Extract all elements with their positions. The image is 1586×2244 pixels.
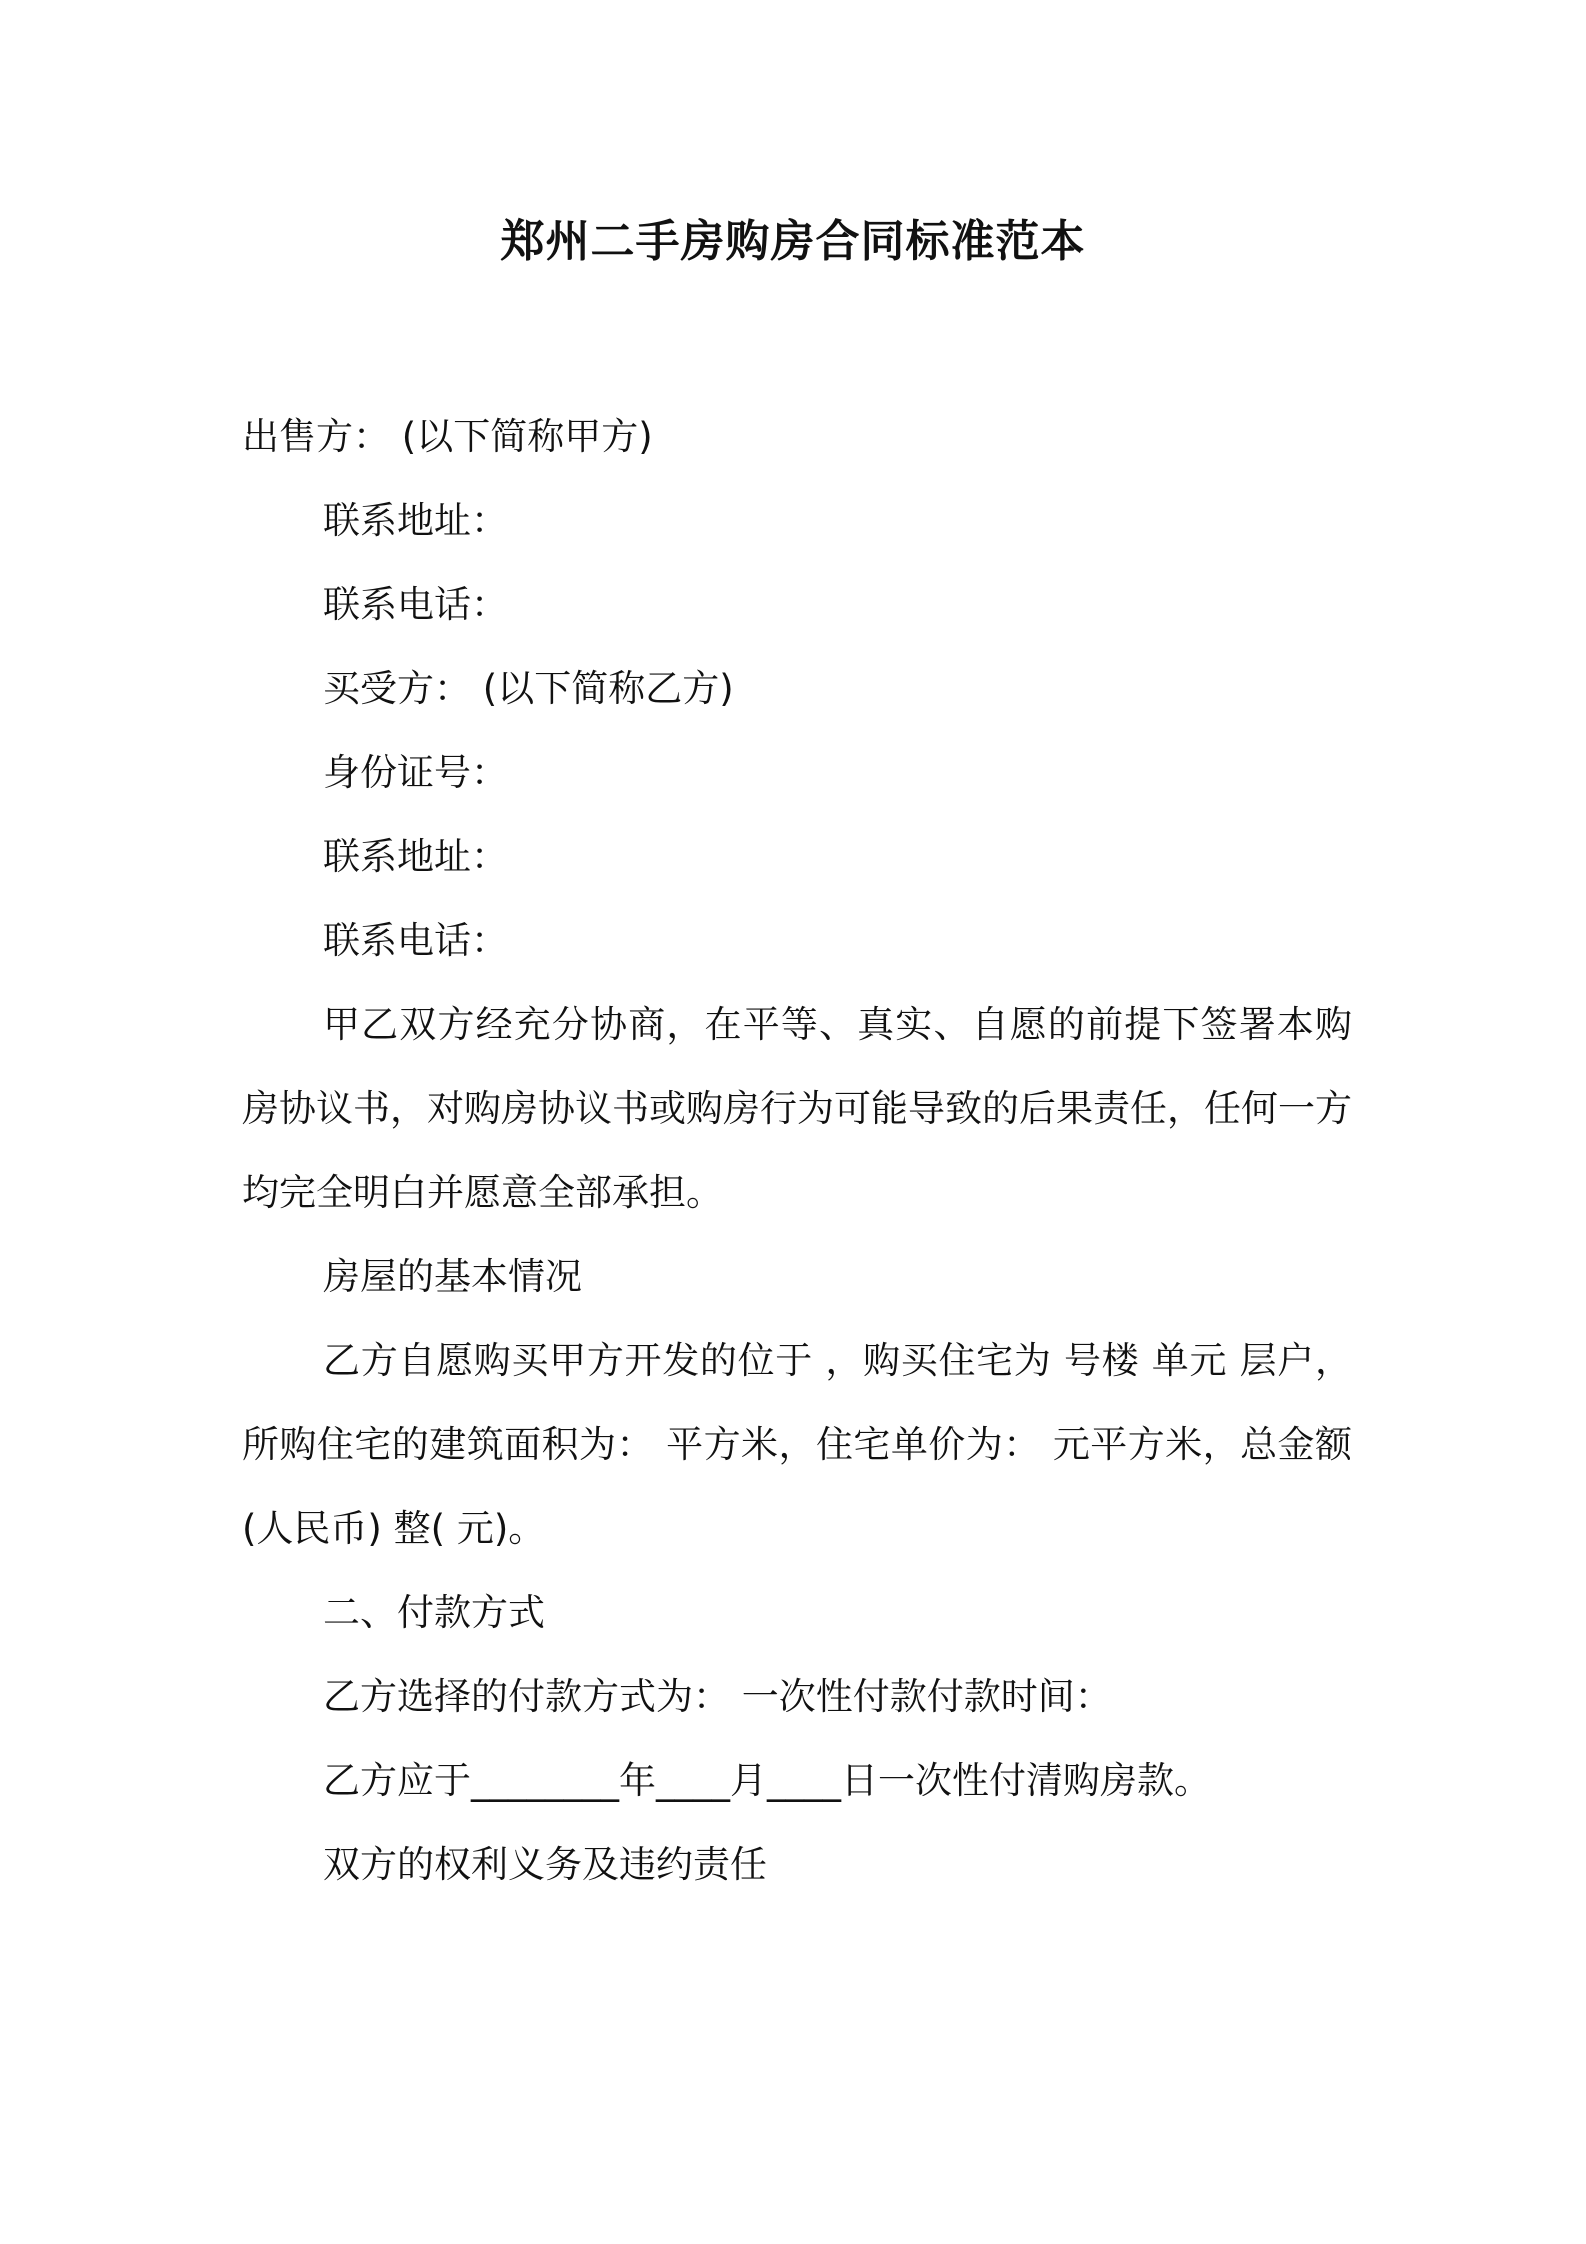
buyer-phone-line: 联系电话： [323, 919, 508, 962]
house-info-paragraph: 乙方自愿购买甲方开发的位于 ，购买住宅为 号楼 单元 层户，所购住宅的建筑面积为： 平方米，住宅单价为： 元平方米，总金额(人民币) 整( 元)。 [242, 1339, 1352, 1550]
section-rights-heading: 双方的权利义务及违约责任 [323, 1843, 767, 1886]
seller-phone-line: 联系电话： [323, 583, 508, 626]
buyer-address-line: 联系地址： [323, 835, 508, 878]
payment-method-line: 乙方选择的付款方式为： 一次性付款付款时间： [323, 1675, 1112, 1718]
section-payment-heading: 二、付款方式 [323, 1591, 545, 1634]
buyer-id-line: 身份证号： [323, 751, 508, 794]
intro-paragraph: 甲乙双方经充分协商，在平等、真实、自愿的前提下签署本购房协议书，对购房协议书或购房行为可能导致的后果责任，任何一方均完全明白并愿意全部承担。 [242, 1003, 1352, 1214]
buyer-line: 买受方： (以下简称乙方) [323, 667, 734, 710]
seller-address-line: 联系地址： [323, 499, 508, 542]
section-house-heading: 房屋的基本情况 [323, 1255, 582, 1298]
payment-date-line: 乙方应于________年____月____日一次性付清购房款。 [323, 1759, 1211, 1802]
seller-line: 出售方： (以下简称甲方) [242, 415, 653, 458]
document-title: 郑州二手房购房合同标准范本 [500, 216, 1086, 267]
